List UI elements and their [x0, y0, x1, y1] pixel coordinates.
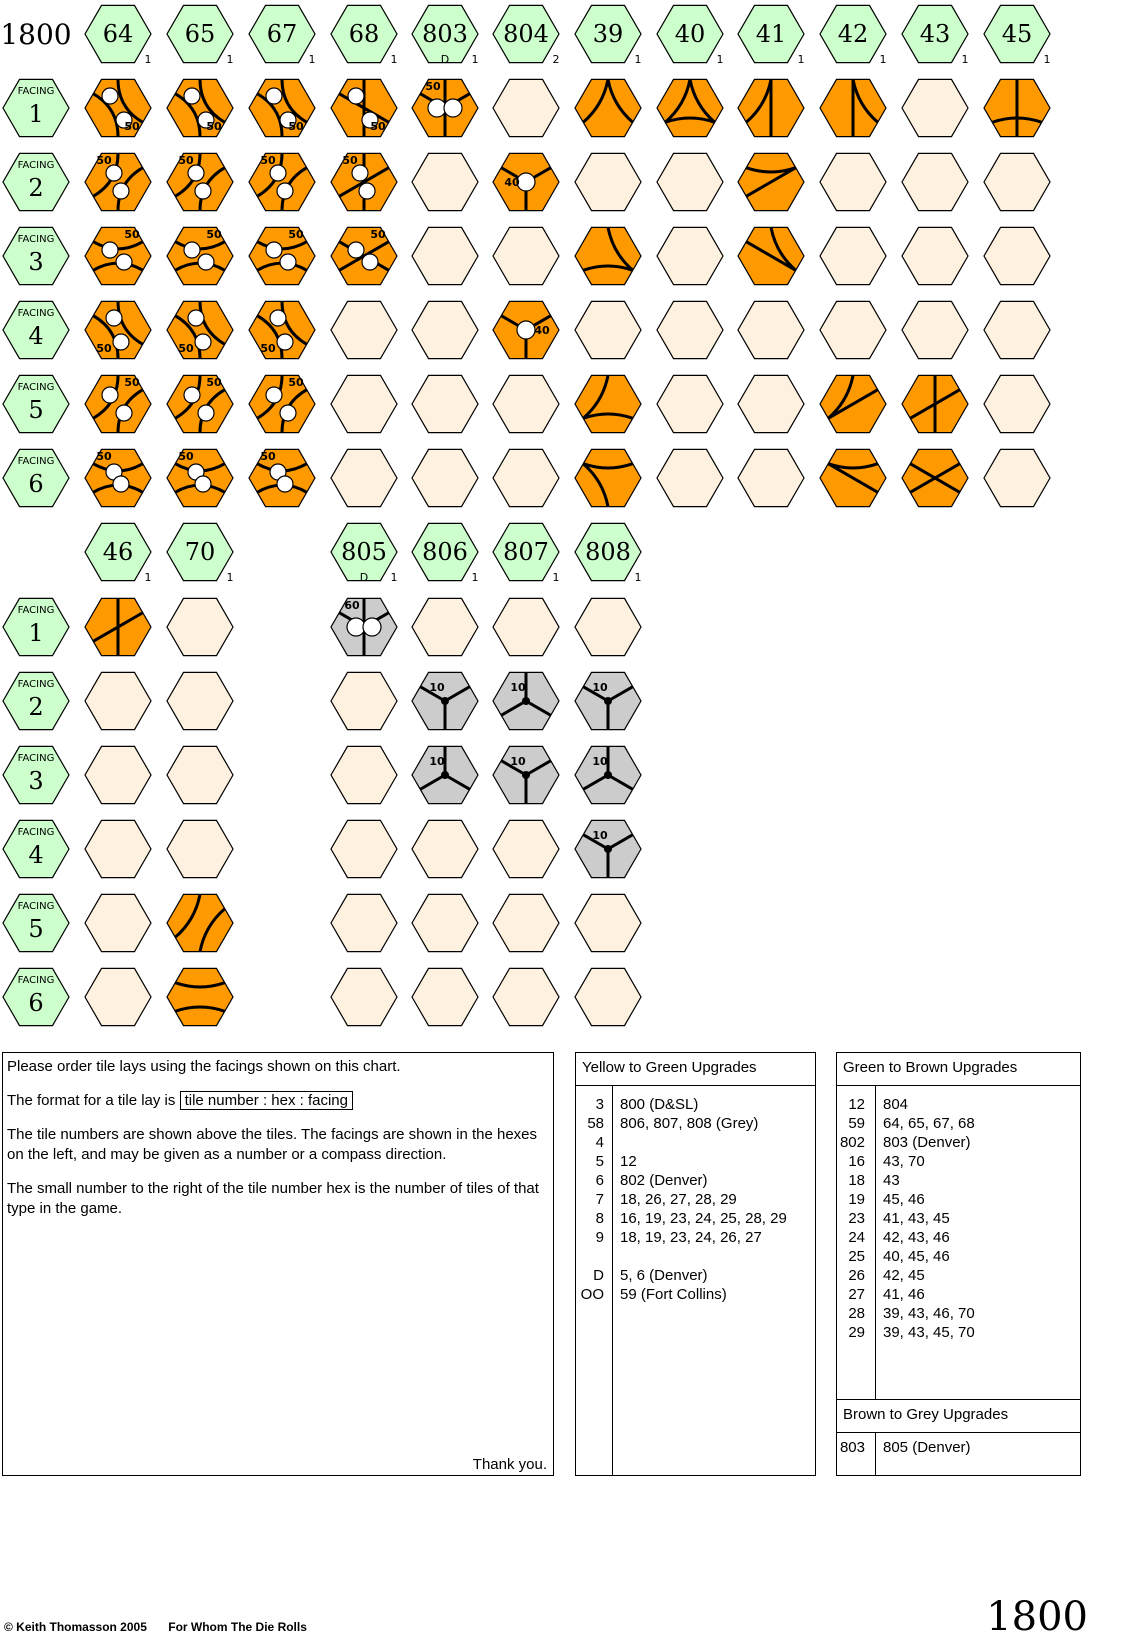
thank-you-text: Thank you. [472, 1456, 547, 1473]
upgrade-to: 42, 43, 46 [883, 1229, 950, 1246]
facing-number: 1 [28, 619, 44, 647]
tile-hex-blank [493, 227, 559, 284]
tile-hex-blank [984, 227, 1050, 284]
facing-number: 2 [28, 174, 44, 202]
facing-number: 6 [28, 470, 44, 498]
revenue-value: 40 [504, 176, 520, 189]
upgrade-to: 42, 45 [883, 1267, 925, 1284]
tile-hex-blank [331, 894, 397, 951]
city [102, 242, 118, 258]
tile-number: 64 [102, 20, 134, 48]
green-to-brown-title: Green to Brown Upgrades [837, 1053, 1080, 1086]
tile-number: 41 [755, 20, 787, 48]
upgrade-to: 39, 43, 45, 70 [883, 1324, 975, 1341]
tile-hex-blank [412, 301, 478, 358]
revenue-value: 50 [178, 154, 194, 167]
city [195, 334, 211, 350]
upgrade-from: 29 [848, 1324, 865, 1341]
tile-number: 804 [503, 20, 549, 48]
tile-number: 46 [102, 538, 134, 566]
city [113, 183, 129, 199]
upgrade-from: 19 [848, 1191, 865, 1208]
upgrade-to: 40, 45, 46 [883, 1248, 950, 1265]
tile-number: 803 [422, 20, 468, 48]
revenue-value: 50 [425, 80, 441, 93]
facing-label: FACING [17, 753, 55, 764]
facing-number: 4 [28, 322, 44, 350]
upgrade-to: 43, 70 [883, 1153, 925, 1170]
upgrade-to: 16, 19, 23, 24, 25, 28, 29 [620, 1210, 787, 1227]
tile-hex-blank [331, 301, 397, 358]
facing-label: FACING [17, 86, 55, 97]
upgrade-to: 39, 43, 46, 70 [883, 1305, 975, 1322]
revenue-value: 10 [510, 681, 526, 694]
footer-credits [4, 1620, 325, 1634]
revenue-value: 40 [534, 324, 550, 337]
revenue-value: 10 [429, 755, 445, 768]
city [428, 99, 446, 117]
instructions-line-1: Please order tile lays using the facings shown on this chart. [7, 1058, 401, 1075]
city [280, 405, 296, 421]
city [188, 165, 204, 181]
revenue-value: 10 [592, 681, 608, 694]
revenue-value: 50 [124, 120, 140, 133]
tile-hex-blank [85, 820, 151, 877]
tile-hex-blank [575, 894, 641, 951]
revenue-value: 50 [370, 120, 386, 133]
city [116, 254, 132, 270]
upgrade-to: 806, 807, 808 (Grey) [620, 1115, 759, 1132]
tile-mark: D [440, 53, 450, 66]
tile-hex-filled [575, 375, 641, 432]
revenue-value: 50 [96, 154, 112, 167]
upgrade-from: 12 [848, 1096, 865, 1113]
upgrade-from: 27 [848, 1286, 865, 1303]
city [348, 242, 364, 258]
revenue-value: 50 [370, 228, 386, 241]
tile-hex-filled [575, 449, 641, 506]
city [195, 183, 211, 199]
tile-hex-blank [820, 227, 886, 284]
tile-hex-blank [984, 153, 1050, 210]
tile-count: 1 [226, 53, 234, 66]
brown-to-grey-panel [836, 1399, 1081, 1476]
city [444, 99, 462, 117]
tile-hex-blank [412, 375, 478, 432]
revenue-value: 50 [288, 376, 304, 389]
city [198, 254, 214, 270]
upgrade-to: 804 [883, 1096, 909, 1113]
tile-count: 2 [552, 53, 560, 66]
tile-hex-blank [412, 227, 478, 284]
town-dot [604, 697, 612, 705]
instructions-format [7, 1091, 547, 1111]
facing-label: FACING [17, 382, 55, 393]
tile-number: 806 [422, 538, 468, 566]
revenue-value: 50 [288, 228, 304, 241]
upgrade-from: 803 [839, 1439, 865, 1456]
tile-hex-blank [575, 301, 641, 358]
town-dot [604, 771, 612, 779]
upgrade-to: 5, 6 (Denver) [620, 1267, 708, 1284]
city [277, 183, 293, 199]
tile-number: 43 [919, 20, 951, 48]
tile-hex-blank [85, 672, 151, 729]
facing-number: 1 [28, 100, 44, 128]
city [184, 88, 200, 104]
tile-hex-blank [657, 449, 723, 506]
town-dot [522, 771, 530, 779]
facing-number: 5 [28, 396, 44, 424]
city [270, 310, 286, 326]
facing-number: 2 [28, 693, 44, 721]
city [352, 165, 368, 181]
upgrade-from: 23 [848, 1210, 865, 1227]
tile-hex-blank [575, 968, 641, 1025]
instructions-panel [2, 1052, 554, 1476]
revenue-value: 50 [178, 342, 194, 355]
column-divider [875, 1433, 876, 1475]
tile-hex-blank [902, 301, 968, 358]
facing-label: FACING [17, 308, 55, 319]
town-dot [522, 697, 530, 705]
tile-count: 1 [961, 53, 969, 66]
tile-hex-blank [984, 449, 1050, 506]
city [113, 334, 129, 350]
tile-hex-blank [657, 153, 723, 210]
revenue-value: 50 [260, 154, 276, 167]
city [184, 242, 200, 258]
publisher-text: For Whom The Die Rolls [168, 1620, 307, 1634]
upgrade-to: 12 [620, 1153, 637, 1170]
tile-number: 70 [184, 538, 216, 566]
tile-count: 1 [797, 53, 805, 66]
city [363, 618, 381, 636]
facing-number: 5 [28, 915, 44, 943]
tile-count: 1 [1043, 53, 1051, 66]
facing-label: FACING [17, 456, 55, 467]
upgrade-from: 18 [848, 1172, 865, 1189]
city [198, 405, 214, 421]
city [266, 387, 282, 403]
tile-count: 1 [144, 53, 152, 66]
city [195, 476, 211, 492]
city [184, 387, 200, 403]
tile-hex-blank [412, 153, 478, 210]
tile-number: 807 [503, 538, 549, 566]
tile-hex-blank [493, 79, 559, 136]
facing-label: FACING [17, 975, 55, 986]
revenue-value: 10 [510, 755, 526, 768]
tile-hex-blank [575, 598, 641, 655]
tile-hex-blank [85, 968, 151, 1025]
upgrade-from: 5 [595, 1153, 604, 1170]
revenue-value: 10 [592, 829, 608, 842]
tile-count: 1 [308, 53, 316, 66]
tile-number: 45 [1001, 20, 1033, 48]
upgrade-to: 59 (Fort Collins) [620, 1286, 727, 1303]
upgrade-from: 8 [595, 1210, 604, 1227]
tile-hex-blank [167, 746, 233, 803]
tile-count: 1 [716, 53, 724, 66]
tile-hex-blank [331, 746, 397, 803]
upgrade-from: 26 [848, 1267, 865, 1284]
revenue-value: 50 [124, 228, 140, 241]
revenue-value: 50 [342, 154, 358, 167]
tile-hex-blank [984, 375, 1050, 432]
city [277, 476, 293, 492]
city [116, 405, 132, 421]
tile-hex-blank [493, 820, 559, 877]
tile-hex-blank [331, 968, 397, 1025]
revenue-value: 60 [344, 599, 360, 612]
city [517, 321, 535, 339]
format-prefix: The format for a tile lay is [7, 1092, 176, 1109]
tile-hex-blank [657, 301, 723, 358]
tile-hex-blank [331, 820, 397, 877]
tile-hex-blank [412, 449, 478, 506]
green-to-brown-panel [836, 1052, 1081, 1400]
upgrade-from: 28 [848, 1305, 865, 1322]
upgrade-from: 3 [595, 1096, 604, 1113]
tile-number: 67 [266, 20, 298, 48]
column-divider [875, 1086, 876, 1399]
tile-hex-blank [820, 153, 886, 210]
facing-label: FACING [17, 605, 55, 616]
city [266, 242, 282, 258]
town-dot [441, 697, 449, 705]
tile-hex-blank [657, 375, 723, 432]
tile-count: 1 [552, 571, 560, 584]
tile-hex-blank [331, 375, 397, 432]
tile-number: 805 [341, 538, 387, 566]
facing-label: FACING [17, 901, 55, 912]
tile-hex-blank [167, 820, 233, 877]
tile-number: 40 [674, 20, 706, 48]
tile-count: 1 [471, 53, 479, 66]
column-divider [612, 1086, 613, 1475]
city [517, 173, 535, 191]
game-title: 1800 [0, 18, 72, 51]
upgrade-from: 25 [848, 1248, 865, 1265]
tile-hex-blank [412, 598, 478, 655]
upgrade-to: 41, 46 [883, 1286, 925, 1303]
tile-hex-blank [902, 79, 968, 136]
facing-number: 3 [28, 248, 44, 276]
city [359, 183, 375, 199]
city [106, 310, 122, 326]
revenue-value: 50 [178, 450, 194, 463]
upgrade-to: 18, 26, 27, 28, 29 [620, 1191, 737, 1208]
tile-hex-blank [167, 598, 233, 655]
facing-label: FACING [17, 160, 55, 171]
revenue-value: 10 [429, 681, 445, 694]
upgrade-from: 4 [595, 1134, 604, 1151]
facing-label: FACING [17, 679, 55, 690]
revenue-value: 50 [96, 342, 112, 355]
tile-hex-blank [738, 449, 804, 506]
city [188, 310, 204, 326]
facing-label: FACING [17, 234, 55, 245]
upgrade-from: 9 [595, 1229, 604, 1246]
tile-hex-filled [575, 79, 641, 136]
city [277, 334, 293, 350]
tile-hex-blank [902, 153, 968, 210]
upgrade-from: 6 [595, 1172, 604, 1189]
tile-number: 68 [348, 20, 380, 48]
city [102, 88, 118, 104]
facing-label: FACING [17, 827, 55, 838]
upgrade-to: 802 (Denver) [620, 1172, 708, 1189]
tile-hex-blank [738, 301, 804, 358]
tile-hex-blank [167, 672, 233, 729]
upgrade-to: 43 [883, 1172, 900, 1189]
tile-number: 808 [585, 538, 631, 566]
facing-number: 6 [28, 989, 44, 1017]
tile-hex-blank [902, 227, 968, 284]
tile-hex-blank [331, 672, 397, 729]
yellow-to-green-title: Yellow to Green Upgrades [576, 1053, 815, 1086]
facing-number: 3 [28, 767, 44, 795]
upgrade-from: 7 [595, 1191, 604, 1208]
tile-hex-blank [493, 449, 559, 506]
tile-count: 1 [390, 53, 398, 66]
city [102, 387, 118, 403]
footer-game-title: 1800 [986, 1594, 1088, 1640]
tile-count: 1 [226, 571, 234, 584]
city [266, 88, 282, 104]
tile-hex-blank [984, 301, 1050, 358]
instructions-line-4: The small number to the right of the tile number hex is the number of tiles of that type in the game. [7, 1180, 539, 1217]
revenue-value: 50 [96, 450, 112, 463]
upgrade-from: D [593, 1267, 604, 1284]
tile-hex-blank [738, 375, 804, 432]
brown-to-grey-title: Brown to Grey Upgrades [837, 1400, 1080, 1433]
tile-hex-blank [412, 968, 478, 1025]
tile-hex-filled [167, 968, 233, 1025]
revenue-value: 50 [288, 120, 304, 133]
tile-count: 1 [390, 571, 398, 584]
city [270, 165, 286, 181]
tile-hex-blank [493, 894, 559, 951]
tile-mark: D [359, 571, 369, 584]
tile-hex-blank [493, 375, 559, 432]
tile-hex-blank [657, 227, 723, 284]
revenue-value: 50 [124, 376, 140, 389]
revenue-value: 10 [592, 755, 608, 768]
tile-hex-blank [412, 894, 478, 951]
upgrade-from: OO [580, 1286, 604, 1303]
city [113, 476, 129, 492]
upgrade-to: 64, 65, 67, 68 [883, 1115, 975, 1132]
tile-hex-blank [820, 301, 886, 358]
revenue-value: 50 [206, 120, 222, 133]
upgrade-to: 805 (Denver) [883, 1439, 971, 1456]
tile-hex-filled [657, 79, 723, 136]
revenue-value: 50 [206, 228, 222, 241]
upgrade-from: 24 [848, 1229, 865, 1246]
upgrade-from: 58 [587, 1115, 604, 1132]
upgrade-from: 16 [848, 1153, 865, 1170]
tile-hex-blank [493, 968, 559, 1025]
upgrade-to: 18, 19, 23, 24, 26, 27 [620, 1229, 762, 1246]
tile-hex-filled [167, 894, 233, 951]
yellow-to-green-panel [575, 1052, 816, 1476]
city [280, 254, 296, 270]
upgrade-to: 803 (Denver) [883, 1134, 971, 1151]
city [348, 88, 364, 104]
tile-hex-blank [493, 598, 559, 655]
tile-count: 1 [634, 53, 642, 66]
tile-hex-blank [412, 820, 478, 877]
tile-number: 42 [837, 20, 869, 48]
tile-hex-blank [575, 153, 641, 210]
upgrade-from: 59 [848, 1115, 865, 1132]
copyright-text: © Keith Thomasson 2005 [4, 1620, 147, 1634]
upgrade-to: 41, 43, 45 [883, 1210, 950, 1227]
town-dot [604, 845, 612, 853]
city [347, 618, 365, 636]
tile-number: 39 [592, 20, 624, 48]
facing-number: 4 [28, 841, 44, 869]
town-dot [441, 771, 449, 779]
city [362, 254, 378, 270]
tile-hex-blank [331, 449, 397, 506]
revenue-value: 50 [260, 342, 276, 355]
format-box: tile number : hex : facing [180, 1091, 353, 1110]
tile-hex-blank [85, 746, 151, 803]
tile-hex-filled [575, 227, 641, 284]
revenue-value: 50 [260, 450, 276, 463]
upgrade-to: 45, 46 [883, 1191, 925, 1208]
city [106, 165, 122, 181]
tile-count: 1 [471, 571, 479, 584]
revenue-value: 50 [206, 376, 222, 389]
upgrade-to: 800 (D&SL) [620, 1096, 699, 1113]
tile-count: 1 [144, 571, 152, 584]
instructions-line-3: The tile numbers are shown above the tiles. The facings are shown in the hexes on the left, and may be given as a number or a compass direction. [7, 1126, 538, 1163]
tile-count: 1 [634, 571, 642, 584]
upgrade-from [576, 1247, 604, 1267]
upgrade-from: 802 [839, 1134, 865, 1151]
tile-hex-blank [85, 894, 151, 951]
tile-count: 1 [879, 53, 887, 66]
tile-number: 65 [184, 20, 216, 48]
